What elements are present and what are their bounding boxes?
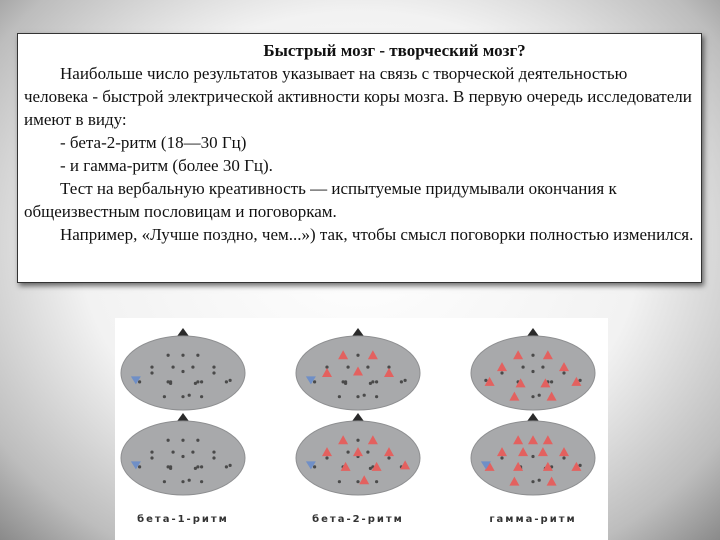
- map-2-1-electrode-dot: [200, 480, 203, 483]
- map-2-3-electrode-dot: [500, 456, 503, 459]
- map-2-1-electrode-dot: [212, 450, 215, 453]
- slide-title: Быстрый мозг - творческий мозг?: [263, 41, 526, 60]
- map-2-2-electrode-dot: [375, 480, 378, 483]
- paragraph-gamma: - и гамма-ритм (более 30 Гц).: [60, 156, 273, 175]
- map-1-2-electrode-dot: [313, 380, 316, 383]
- caption-beta2: бета-2-ритм: [312, 514, 404, 525]
- map-1-1-electrode-dot: [200, 380, 203, 383]
- map-2-1-electrode-dot: [169, 465, 172, 468]
- slide-text-box: [17, 33, 702, 283]
- map-2-1-electrode-dot: [181, 455, 184, 458]
- map-1-2-electrode-dot: [344, 380, 347, 383]
- map-2-3-electrode-dot: [531, 480, 534, 483]
- map-1-1-electrode-dot: [150, 365, 153, 368]
- map-1-2-electrode-dot: [400, 380, 403, 383]
- map-1-1-electrode-dot: [171, 365, 174, 368]
- map-2-2-electrode-dot: [387, 456, 390, 459]
- map-1-3-electrode-dot: [579, 379, 582, 382]
- map-1-3-electrode-dot: [541, 365, 544, 368]
- paragraph-example: Например, «Лучше поздно, чем...») так, чтобы смысл поговорки полностью изменился.: [60, 225, 694, 244]
- map-1-3-electrode-dot: [531, 370, 534, 373]
- paragraph-beta2: - бета-2-ритм (18—30 Гц): [60, 133, 247, 152]
- map-2-3-electrode-dot: [562, 456, 565, 459]
- map-1-2-electrode-dot: [404, 379, 407, 382]
- map-2-1-electrode-dot: [196, 439, 199, 442]
- map-1-2-electrode-dot: [338, 395, 341, 398]
- map-1-1-electrode-dot: [181, 370, 184, 373]
- map-1-1-electrode-dot: [212, 365, 215, 368]
- map-1-1-electrode-dot: [150, 371, 153, 374]
- map-2-2-electrode-dot: [346, 450, 349, 453]
- map-2-1-electrode-dot: [171, 450, 174, 453]
- map-1-3-electrode-dot: [500, 371, 503, 374]
- map-2-2-electrode-dot: [338, 480, 341, 483]
- map-1-1-electrode-dot: [200, 395, 203, 398]
- map-1-3-electrode-dot: [521, 365, 524, 368]
- map-2-3-electrode-dot: [579, 464, 582, 467]
- paragraph-intro: Наибольше число результатов указывает на связь с творческой деятельностью человека - быстрой электрической активности коры мозга. В первую очередь исследователи имеют в виду:: [24, 64, 692, 129]
- map-2-2-electrode-dot: [366, 450, 369, 453]
- map-1-2-electrode-dot: [363, 394, 366, 397]
- map-1-1-electrode-dot: [229, 379, 232, 382]
- map-2-1-electrode-dot: [163, 480, 166, 483]
- map-2-1-electrode-dot: [150, 450, 153, 453]
- paragraph-test: Тест на вербальную креативность — испытуемые придумывали окончания к общеизвестным пословицам и поговоркам.: [24, 179, 617, 221]
- map-1-2-electrode-dot: [366, 365, 369, 368]
- caption-gamma: гамма-ритм: [489, 514, 577, 525]
- map-2-1-electrode-dot: [212, 456, 215, 459]
- map-2-2-electrode-dot: [369, 467, 372, 470]
- map-2-2-electrode-dot: [356, 480, 359, 483]
- map-1-1-electrode-dot: [191, 365, 194, 368]
- map-1-3-electrode-dot: [550, 380, 553, 383]
- map-2-1-electrode-dot: [200, 465, 203, 468]
- map-2-2-electrode-dot: [313, 465, 316, 468]
- map-2-1-electrode-dot: [150, 456, 153, 459]
- map-2-1-electrode-dot: [181, 480, 184, 483]
- map-1-1-electrode-dot: [196, 354, 199, 357]
- map-1-1-electrode-dot: [169, 380, 172, 383]
- map-1-1-electrode-dot: [167, 354, 170, 357]
- map-1-1-electrode-dot: [138, 380, 141, 383]
- map-1-3-electrode-dot: [562, 371, 565, 374]
- eeg-head-maps-figure: [115, 318, 608, 540]
- eeg-maps-svg: [115, 318, 608, 540]
- map-1-1-electrode-dot: [188, 394, 191, 397]
- map-2-1-electrode-dot: [225, 465, 228, 468]
- map-2-1-electrode-dot: [167, 439, 170, 442]
- map-2-3-electrode-dot: [531, 455, 534, 458]
- map-1-1-electrode-dot: [194, 382, 197, 385]
- map-1-1-electrode-dot: [225, 380, 228, 383]
- map-1-1-electrode-dot: [181, 395, 184, 398]
- map-2-1-electrode-dot: [191, 450, 194, 453]
- map-1-3-electrode-dot: [484, 379, 487, 382]
- map-1-2-electrode-dot: [375, 395, 378, 398]
- map-2-1-electrode-dot: [138, 465, 141, 468]
- map-2-2-electrode-dot: [325, 456, 328, 459]
- map-1-3-electrode-dot: [531, 395, 534, 398]
- map-1-2-electrode-dot: [356, 354, 359, 357]
- map-1-1-electrode-dot: [212, 371, 215, 374]
- map-2-3-electrode-dot: [538, 479, 541, 482]
- map-1-1-electrode-dot: [181, 354, 184, 357]
- map-2-1-electrode-dot: [188, 479, 191, 482]
- map-2-2-electrode-dot: [356, 439, 359, 442]
- map-2-1-electrode-dot: [194, 467, 197, 470]
- map-1-2-electrode-dot: [375, 380, 378, 383]
- map-1-3-electrode-dot: [531, 354, 534, 357]
- map-1-2-electrode-dot: [356, 395, 359, 398]
- map-1-2-electrode-dot: [369, 382, 372, 385]
- caption-beta1: бета-1-ритм: [137, 514, 229, 525]
- map-2-1-electrode-dot: [229, 464, 232, 467]
- map-1-2-electrode-dot: [346, 365, 349, 368]
- map-1-1-electrode-dot: [163, 395, 166, 398]
- map-2-1-electrode-dot: [181, 439, 184, 442]
- map-1-3-electrode-dot: [538, 394, 541, 397]
